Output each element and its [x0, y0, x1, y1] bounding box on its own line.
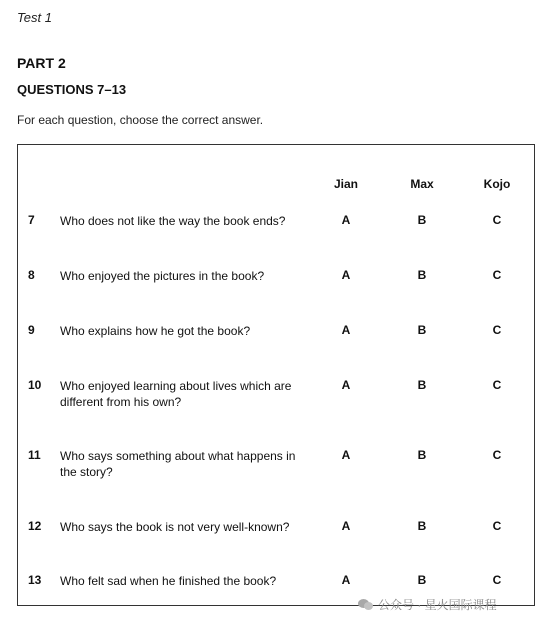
- option-c-kojo[interactable]: C: [492, 573, 502, 587]
- option-b-max[interactable]: B: [417, 323, 427, 337]
- question-number: 10: [28, 378, 42, 392]
- question-number: 11: [28, 448, 41, 462]
- option-c-kojo[interactable]: C: [492, 268, 502, 282]
- question-text: Who enjoyed learning about lives which are different from his own?: [60, 379, 292, 409]
- option-a-jian[interactable]: A: [341, 268, 351, 282]
- wechat-icon: [358, 599, 374, 611]
- option-a-jian[interactable]: A: [341, 573, 351, 587]
- test-label: Test 1: [17, 10, 52, 25]
- watermark: [358, 596, 497, 613]
- question-number: 9: [28, 323, 35, 337]
- question-text: Who does not like the way the book ends?: [60, 214, 286, 228]
- column-header-max: Max: [410, 177, 434, 191]
- question-number: 12: [28, 519, 42, 533]
- option-c-kojo[interactable]: C: [492, 448, 502, 462]
- question-number: 7: [28, 213, 35, 227]
- option-b-max[interactable]: B: [417, 448, 427, 462]
- option-a-jian[interactable]: A: [341, 213, 351, 227]
- option-a-jian[interactable]: A: [341, 378, 351, 392]
- question-table: [17, 144, 535, 606]
- column-header-jian: Jian: [333, 177, 358, 191]
- option-c-kojo[interactable]: C: [492, 378, 502, 392]
- option-c-kojo[interactable]: C: [492, 519, 502, 533]
- question-text: Who says the book is not very well-known?: [60, 520, 290, 534]
- part-title: PART 2: [17, 55, 66, 71]
- question-text: Who felt sad when he finished the book?: [60, 574, 277, 588]
- column-header-kojo: Kojo: [483, 177, 511, 191]
- option-a-jian[interactable]: A: [341, 323, 351, 337]
- option-a-jian[interactable]: A: [341, 448, 351, 462]
- option-b-max[interactable]: B: [417, 213, 427, 227]
- option-a-jian[interactable]: A: [341, 519, 351, 533]
- question-number: 8: [28, 268, 35, 282]
- watermark-text: 公众号 · 星火国际课程: [378, 598, 497, 612]
- option-b-max[interactable]: B: [417, 519, 427, 533]
- instruction-text: For each question, choose the correct answer.: [17, 113, 264, 127]
- question-text: Who says something about what happens in the story?: [60, 449, 296, 479]
- questions-title: QUESTIONS 7–13: [17, 82, 127, 97]
- option-c-kojo[interactable]: C: [492, 213, 502, 227]
- option-c-kojo[interactable]: C: [492, 323, 502, 337]
- question-number: 13: [28, 573, 42, 587]
- question-text: Who enjoyed the pictures in the book?: [60, 269, 265, 283]
- option-b-max[interactable]: B: [417, 268, 427, 282]
- question-text: Who explains how he got the book?: [60, 324, 251, 338]
- option-b-max[interactable]: B: [417, 573, 427, 587]
- option-b-max[interactable]: B: [417, 378, 427, 392]
